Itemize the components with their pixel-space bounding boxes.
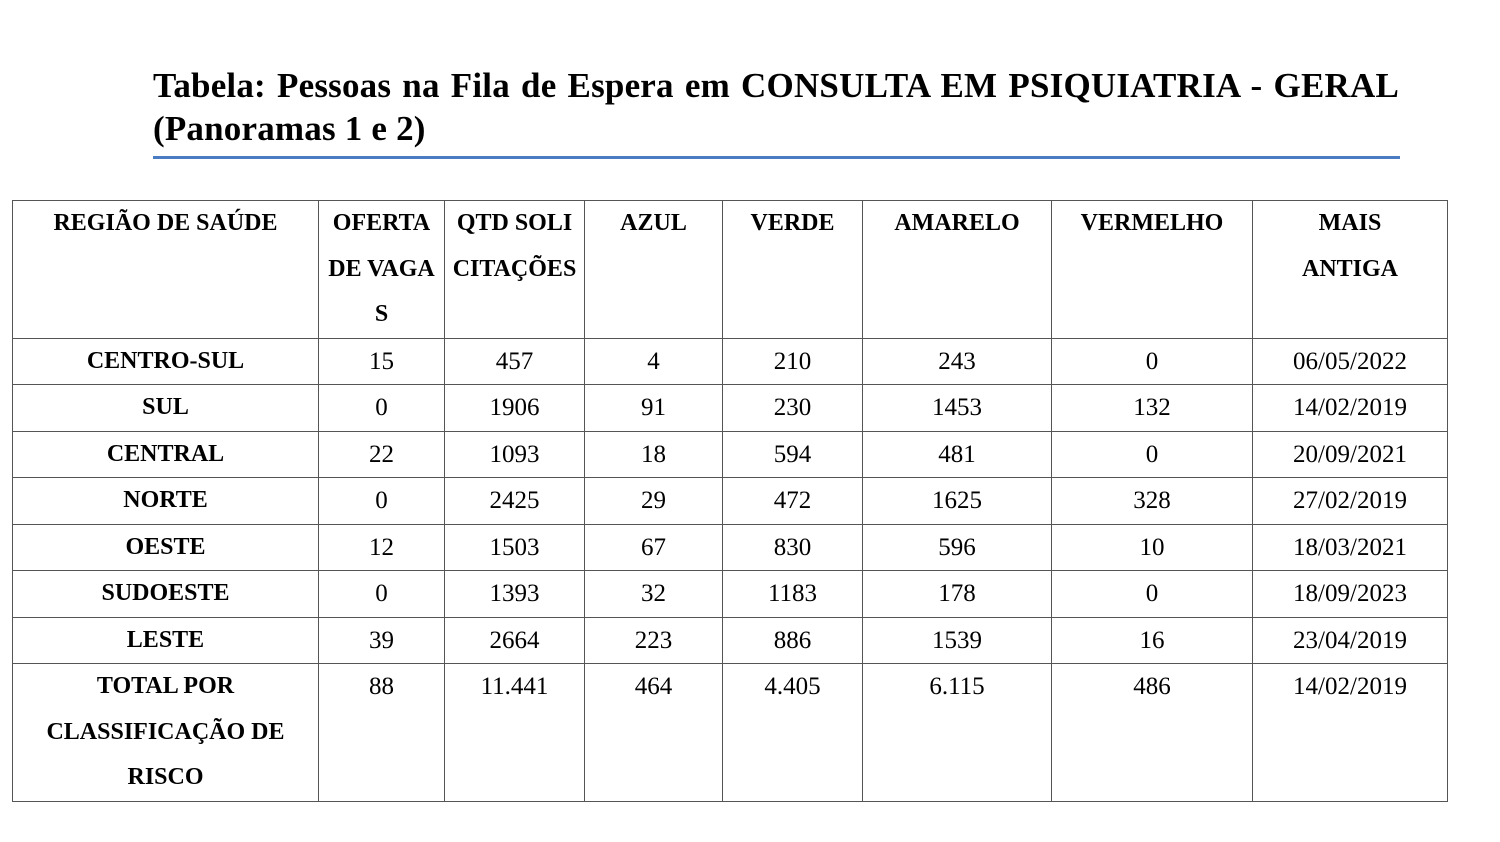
cell-azul: 32	[585, 571, 723, 618]
cell-amarelo: 6.115	[863, 664, 1052, 802]
cell-qtd: 1393	[445, 571, 585, 618]
table-row	[13, 338, 1448, 385]
cell-oferta: 0	[319, 478, 445, 525]
waiting-list-table	[12, 200, 1448, 802]
cell-oferta: 39	[319, 617, 445, 664]
cell-amarelo: 481	[863, 431, 1052, 478]
cell-verde: 4.405	[723, 664, 863, 802]
cell-verde: 472	[723, 478, 863, 525]
header-verde: VERDE	[723, 201, 863, 339]
cell-regiao-total: TOTAL POR CLASSIFICAÇÃO DE RISCO	[13, 664, 319, 802]
cell-qtd: 1906	[445, 385, 585, 432]
header-row	[13, 201, 1448, 339]
cell-vermelho: 132	[1052, 385, 1253, 432]
cell-azul: 91	[585, 385, 723, 432]
cell-azul: 223	[585, 617, 723, 664]
cell-mais-antiga: 20/09/2021	[1253, 431, 1448, 478]
cell-verde: 210	[723, 338, 863, 385]
cell-vermelho: 328	[1052, 478, 1253, 525]
cell-azul: 29	[585, 478, 723, 525]
cell-regiao: NORTE	[13, 478, 319, 525]
table-row-total	[13, 664, 1448, 802]
cell-vermelho: 0	[1052, 431, 1253, 478]
cell-qtd: 2664	[445, 617, 585, 664]
cell-vermelho: 10	[1052, 524, 1253, 571]
cell-verde: 230	[723, 385, 863, 432]
cell-qtd: 11.441	[445, 664, 585, 802]
cell-qtd: 1093	[445, 431, 585, 478]
cell-oferta: 15	[319, 338, 445, 385]
table-row	[13, 617, 1448, 664]
cell-mais-antiga: 18/09/2023	[1253, 571, 1448, 618]
cell-verde: 1183	[723, 571, 863, 618]
cell-amarelo: 1453	[863, 385, 1052, 432]
cell-mais-antiga: 06/05/2022	[1253, 338, 1448, 385]
cell-oferta: 0	[319, 571, 445, 618]
cell-amarelo: 1625	[863, 478, 1052, 525]
cell-qtd: 1503	[445, 524, 585, 571]
cell-mais-antiga: 27/02/2019	[1253, 478, 1448, 525]
cell-vermelho: 16	[1052, 617, 1253, 664]
header-amarelo: AMARELO	[863, 201, 1052, 339]
header-qtd: QTD SOLICITAÇÕES	[445, 201, 585, 339]
cell-regiao: CENTRO-SUL	[13, 338, 319, 385]
table-row	[13, 524, 1448, 571]
cell-qtd: 2425	[445, 478, 585, 525]
cell-vermelho: 0	[1052, 338, 1253, 385]
cell-amarelo: 243	[863, 338, 1052, 385]
cell-amarelo: 178	[863, 571, 1052, 618]
header-mais-antiga: MAIS ANTIGA	[1253, 201, 1448, 339]
cell-regiao: SUDOESTE	[13, 571, 319, 618]
cell-mais-antiga: 23/04/2019	[1253, 617, 1448, 664]
table-title: Tabela: Pessoas na Fila de Espera em CONSULTA EM PSIQUIATRIA - GERAL (Panoramas 1 e 2)	[153, 66, 1399, 148]
header-oferta: OFERTA DE VAGAS	[319, 201, 445, 339]
cell-oferta: 0	[319, 385, 445, 432]
cell-mais-antiga: 14/02/2019	[1253, 664, 1448, 802]
cell-regiao: SUL	[13, 385, 319, 432]
cell-mais-antiga: 18/03/2021	[1253, 524, 1448, 571]
cell-azul: 18	[585, 431, 723, 478]
cell-azul: 67	[585, 524, 723, 571]
cell-verde: 830	[723, 524, 863, 571]
cell-amarelo: 596	[863, 524, 1052, 571]
title-underline	[153, 156, 1400, 159]
cell-regiao: CENTRAL	[13, 431, 319, 478]
cell-amarelo: 1539	[863, 617, 1052, 664]
cell-azul: 464	[585, 664, 723, 802]
header-azul: AZUL	[585, 201, 723, 339]
header-regiao: REGIÃO DE SAÚDE	[13, 201, 319, 339]
cell-oferta: 88	[319, 664, 445, 802]
table-row	[13, 385, 1448, 432]
table-row	[13, 431, 1448, 478]
cell-mais-antiga: 14/02/2019	[1253, 385, 1448, 432]
cell-verde: 594	[723, 431, 863, 478]
table-row	[13, 478, 1448, 525]
cell-regiao: LESTE	[13, 617, 319, 664]
cell-vermelho: 486	[1052, 664, 1253, 802]
cell-azul: 4	[585, 338, 723, 385]
cell-verde: 886	[723, 617, 863, 664]
header-vermelho: VERMELHO	[1052, 201, 1253, 339]
cell-regiao: OESTE	[13, 524, 319, 571]
cell-oferta: 12	[319, 524, 445, 571]
table-row	[13, 571, 1448, 618]
cell-qtd: 457	[445, 338, 585, 385]
cell-vermelho: 0	[1052, 571, 1253, 618]
cell-oferta: 22	[319, 431, 445, 478]
